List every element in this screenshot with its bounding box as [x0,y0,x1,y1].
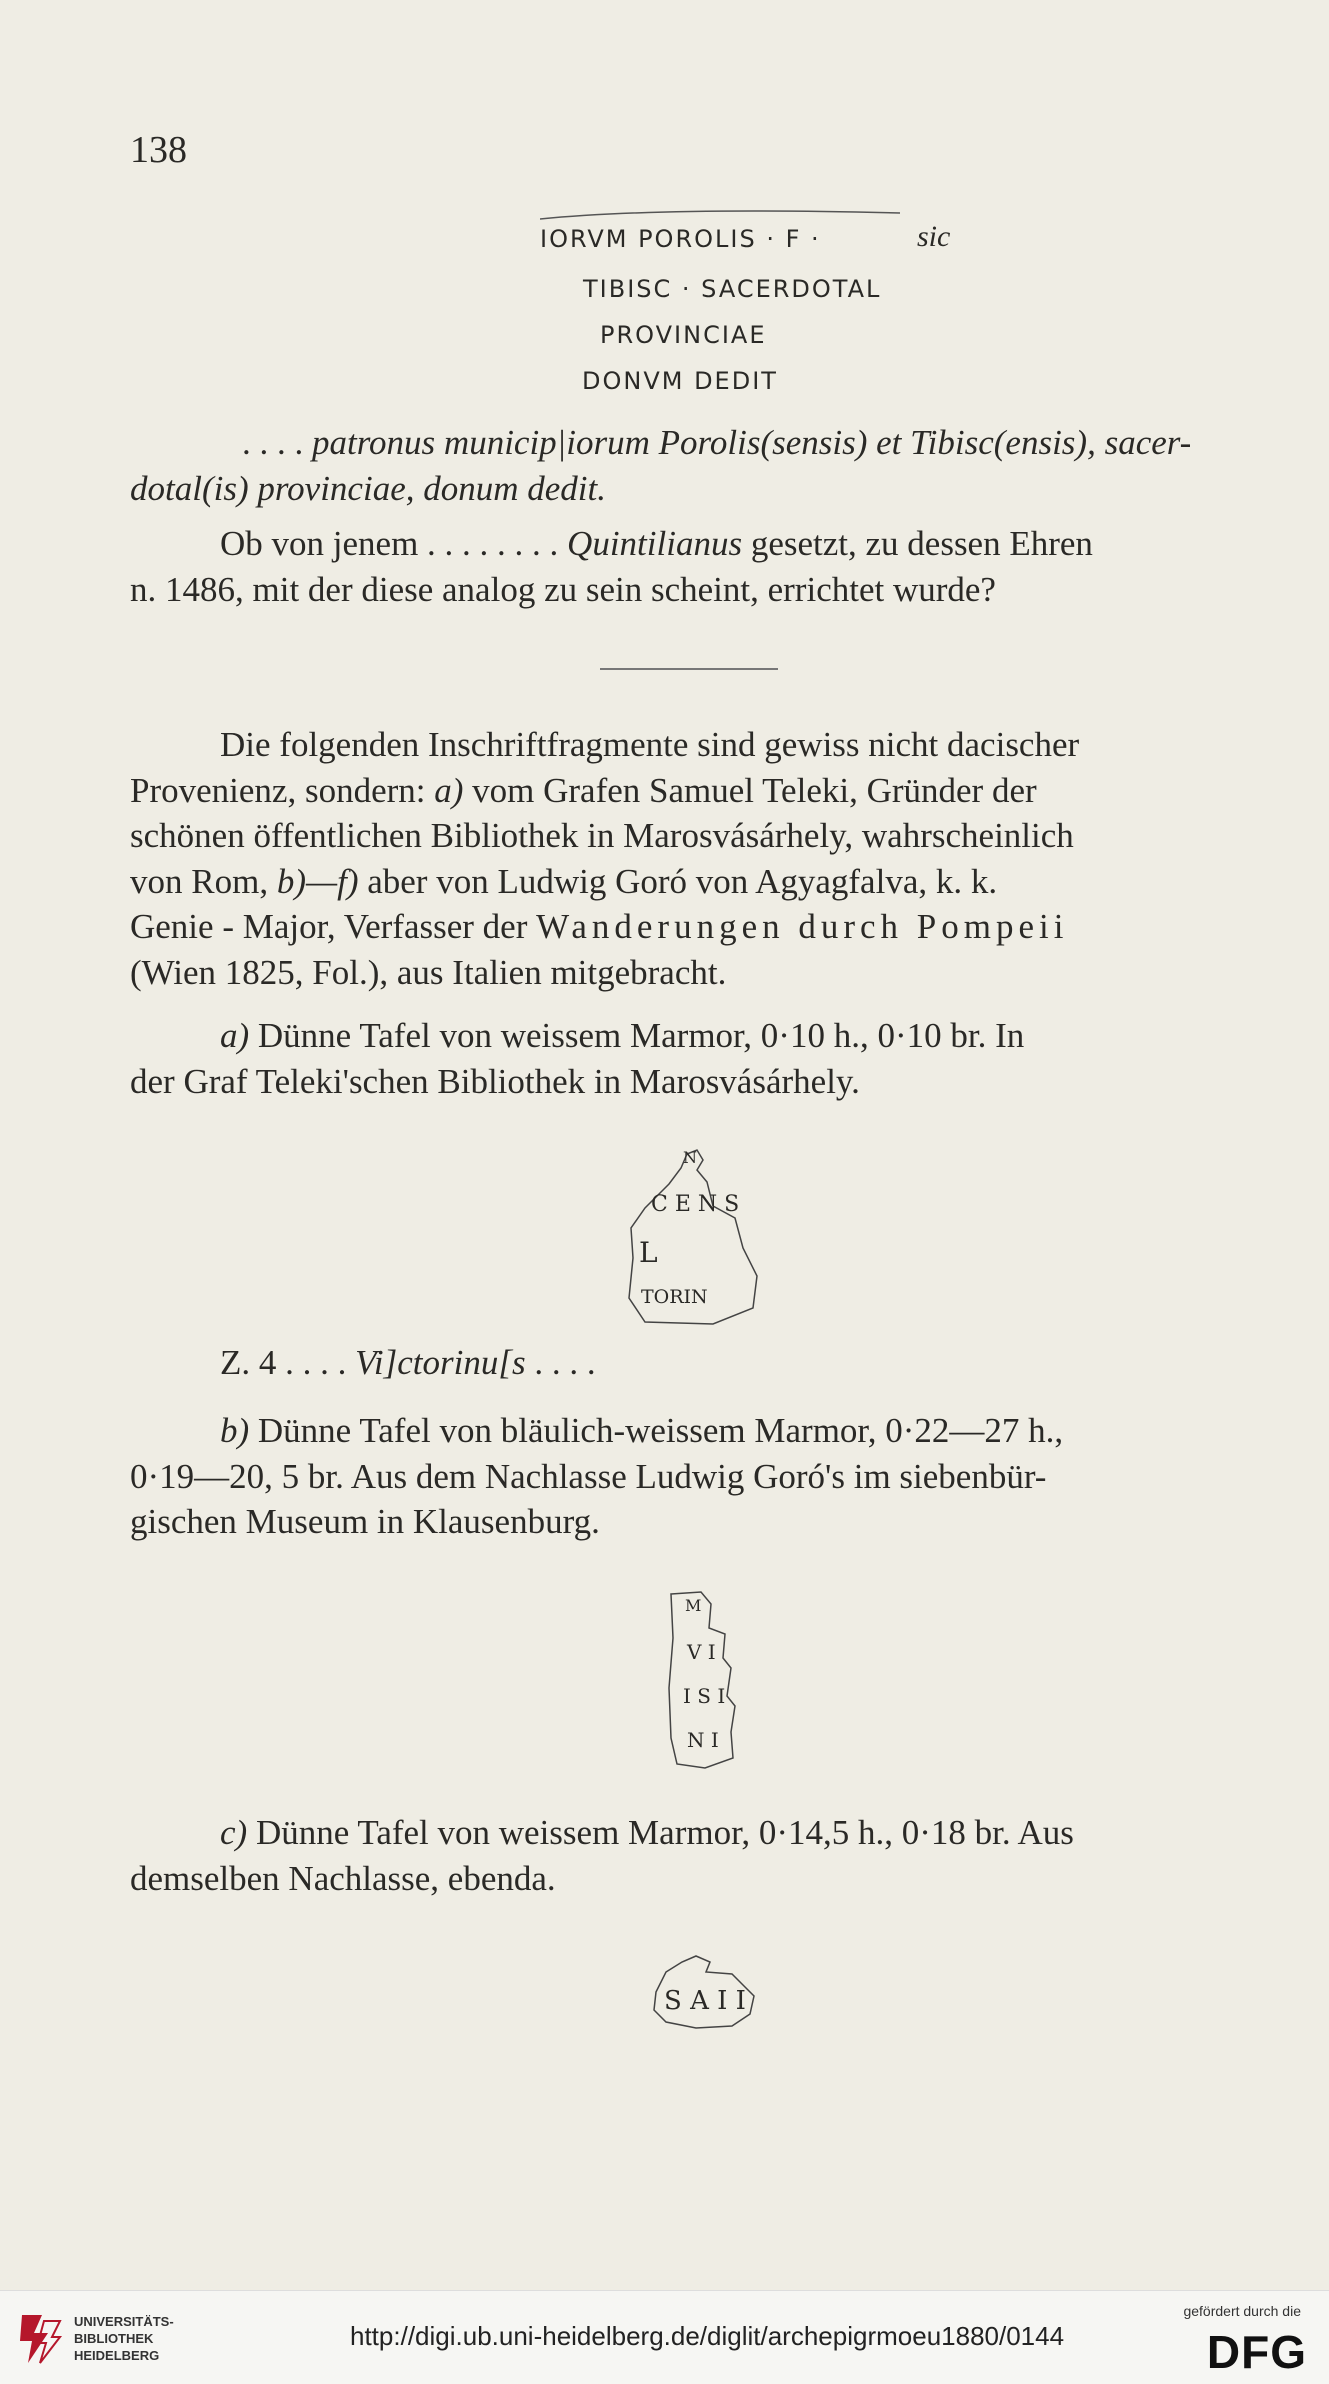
item-a-reading [130,1340,1252,1386]
item-b-line-2: 0·19—20, 5 br. Aus dem Nachlasse Ludwig Goró's im siebenbür- [130,1456,1047,1496]
item-a-line-1: a) Dünne Tafel von weissem Marmor, 0·10 h., 0·10 br. In [220,1016,1025,1055]
fragments-line-6: (Wien 1825, Fol.), aus Italien mitgebracht. [130,952,727,992]
fragment-b-line-3: I S I [683,1684,726,1708]
fragment-a-drawing [625,1148,765,1328]
fragment-c-drawing [636,1952,766,2032]
fragment-a-line-2: C E N S [651,1192,740,1217]
inscription-line-3: PROVINCIAE [600,321,767,349]
footer-bar [0,2290,1329,2384]
fragment-b-line-1: M [685,1596,702,1615]
paragraph-ob [130,521,1252,612]
item-b-line-3: gischen Museum in Klausenburg. [130,1502,600,1541]
fragments-line-2: Provenienz, sondern: a) vom Grafen Samuel Teleki, Gründer der [130,770,1037,810]
inscription-line-1: IORVM POROLIS · F · [540,225,821,253]
item-c-paragraph [130,1810,1252,1901]
fragment-b-line-4: N I [687,1728,719,1752]
section-divider [600,668,778,670]
permalink-url[interactable]: http://digi.ub.uni-heidelberg.de/diglit/archepigrmoeu1880/0144 [350,2321,1065,2351]
fragments-line-4: von Rom, b)—f) aber von Ludwig Goró von Agyagfalva, k. k. [130,861,998,901]
fragment-b-drawing [665,1588,765,1778]
institution-line-1: UNIVERSITÄTS- [74,2314,174,2329]
paragraph-ob-line-2: n. 1486, mit der diese analog zu sein scheint, errichtet wurde? [130,569,996,609]
fragment-a-line-4: TORIN [641,1286,708,1308]
transcription-line-2: dotal(is) provinciae, donum dedit. [130,468,606,508]
fragments-line-1: Die folgenden Inschriftfragmente sind gewiss nicht dacischer [220,725,1080,764]
fragment-c-line-1: S A I I [664,1986,746,2016]
inscription-top-edge [540,205,940,225]
inscription-line-2: TIBISC · SACERDOTAL [583,275,882,303]
paragraph-fragments [130,722,1252,995]
transcription-line-1: . . . . patronus municip|iorum Porolis(sensis) et Tibisc(ensis), sacer- [242,423,1192,462]
fragments-line-3: schönen öffentlichen Bibliothek in Marosvásárhely, wahrscheinlich [130,816,1074,855]
paragraph-ob-line-1: Ob von jenem . . . . . . . . Quintilianus gesetzt, zu dessen Ehren [220,524,1093,563]
fragments-line-5: Genie - Major, Verfasser der Wanderungen durch Pompeii [130,907,1069,946]
item-b-paragraph [130,1408,1252,1545]
item-c-line-1: c) Dünne Tafel von weissem Marmor, 0·14,5 h., 0·18 br. Aus [220,1813,1074,1852]
item-a-line-2: der Graf Teleki'schen Bibliothek in Marosvásárhely. [130,1061,860,1101]
item-a-paragraph [130,1013,1252,1104]
dfg-logo: DFG [1206,2326,1307,2378]
sic-note: sic [917,220,951,253]
institution-line-3: HEIDELBERG [74,2348,160,2363]
item-c-line-2: demselben Nachlasse, ebenda. [130,1858,556,1898]
fragment-a-line-1: N [683,1148,697,1167]
university-logo-icon [14,2307,66,2367]
fragment-a-line-3: L [639,1236,658,1269]
institution-name [74,2313,174,2364]
fragment-b-line-2: V I [687,1640,716,1664]
inscription-line-4: DONVM DEDIT [582,367,778,395]
page-number: 138 [130,129,187,171]
funding-note: gefördert durch die [1183,2303,1301,2319]
item-a-reading-line: Z. 4 . . . . Vi]ctorinu[s . . . . [220,1343,596,1382]
transcription-paragraph [130,420,1252,511]
institution-line-2: BIBLIOTHEK [74,2331,154,2346]
item-b-line-1: b) Dünne Tafel von bläulich-weissem Marmor, 0·22—27 h., [220,1411,1064,1450]
